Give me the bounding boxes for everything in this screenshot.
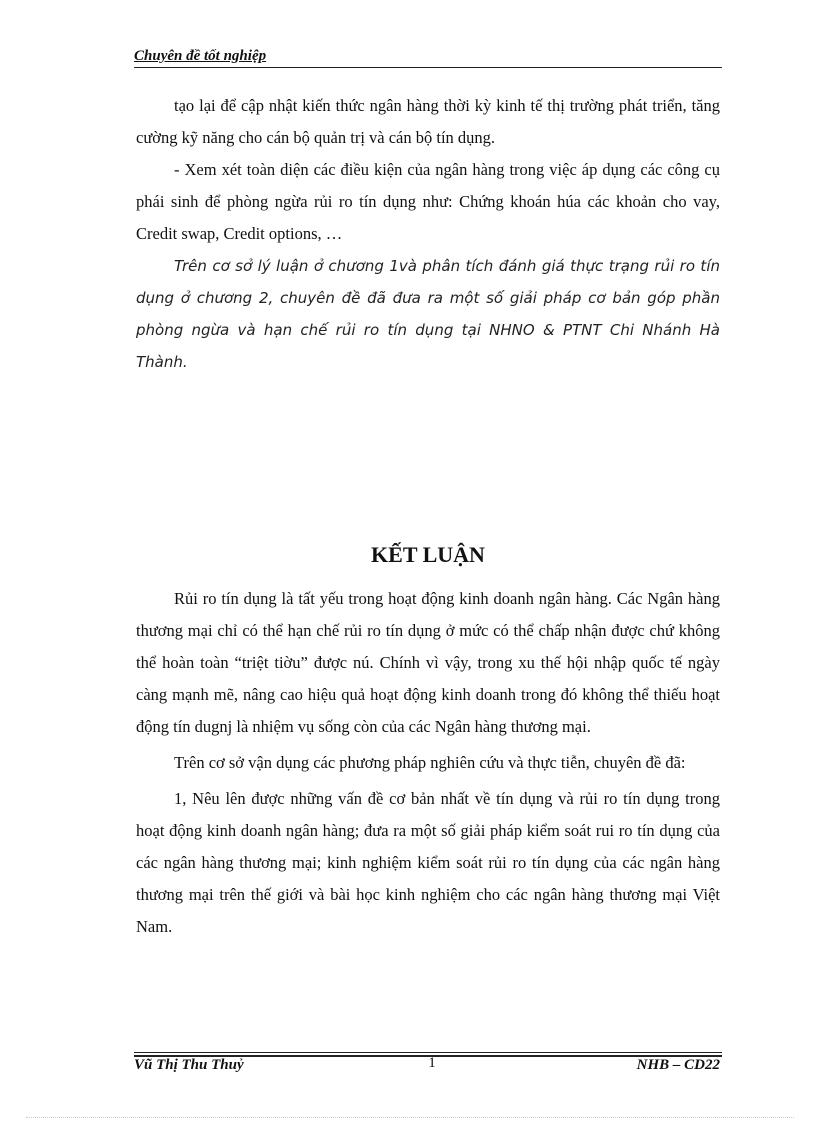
page-edge-divider	[26, 1117, 794, 1118]
conclusion-paragraph-2: Trên cơ sở vận dụng các phương pháp nghiên cứu và thực tiễn, chuyên đề đã:	[174, 753, 686, 772]
conclusion-heading: KẾT LUẬN	[371, 542, 485, 567]
footer-divider-thin	[134, 1052, 722, 1053]
document-header-title: Chuyên đề tốt nghiệp	[134, 48, 267, 64]
italic-summary-paragraph: Trên cơ sở lý luận ở chương 1và phân tích đánh giá thực trạng rủi ro tín dụng ở chương 2, chuyên đề đã đưa ra một số giải pháp cơ bản góp phần phòng ngừa và hạn chế rủi ro tín dụng tại NHNO & PTNT Chi Nhánh Hà Thành.	[136, 257, 720, 371]
intro-paragraph-training: tạo lại để cập nhật kiến thức ngân hàng thời kỳ kinh tế thị trường phát triển, tăng cường kỹ năng cho cán bộ quản trị và cán bộ tín dụng.	[136, 96, 720, 147]
intro-section	[136, 90, 720, 378]
conclusion-paragraph-1: Rủi ro tín dụng là tất yếu trong hoạt động kinh doanh ngân hàng. Các Ngân hàng thương mại chỉ có thể hạn chế rủi ro tín dụng ở mức có thể chấp nhận được chứ không thể hoàn toàn “triệt tiờu” được nú. Chính vì vậy, trong xu thế hội nhập quốc tế ngày càng mạnh mẽ, nâng cao hiệu quả hoạt động kinh doanh trong đó không thể thiếu hoạt động tín dugnj là nhiệm vụ sống còn của các Ngân hàng thương mại.	[136, 589, 720, 736]
intro-paragraph-derivatives: - Xem xét toàn diện các điều kiện của ngân hàng trong việc áp dụng các công cụ phái sinh để phòng ngừa rủi ro tín dụng như: Chứng khoán húa các khoản cho vay, Credit swap, Credit options, …	[136, 160, 720, 243]
footer-author: Vũ Thị Thu Thuỷ	[134, 1057, 244, 1073]
header-divider	[134, 67, 722, 68]
conclusion-section	[136, 583, 720, 943]
conclusion-paragraph-3: 1, Nêu lên được những vấn đề cơ bản nhất về tín dụng và rủi ro tín dụng trong hoạt động kinh doanh ngân hàng; đưa ra một số giải pháp kiểm soát rui ro tín dụng của các ngân hàng thương mại; kinh nghiệm kiểm soát rủi ro tín dụng của các ngân hàng thương mại trên thế giới và bài học kinh nghiệm cho các ngân hàng thương mại Việt Nam.	[136, 789, 720, 936]
footer-page-number: 1	[428, 1055, 436, 1071]
footer-code: NHB – CD22	[636, 1057, 720, 1073]
